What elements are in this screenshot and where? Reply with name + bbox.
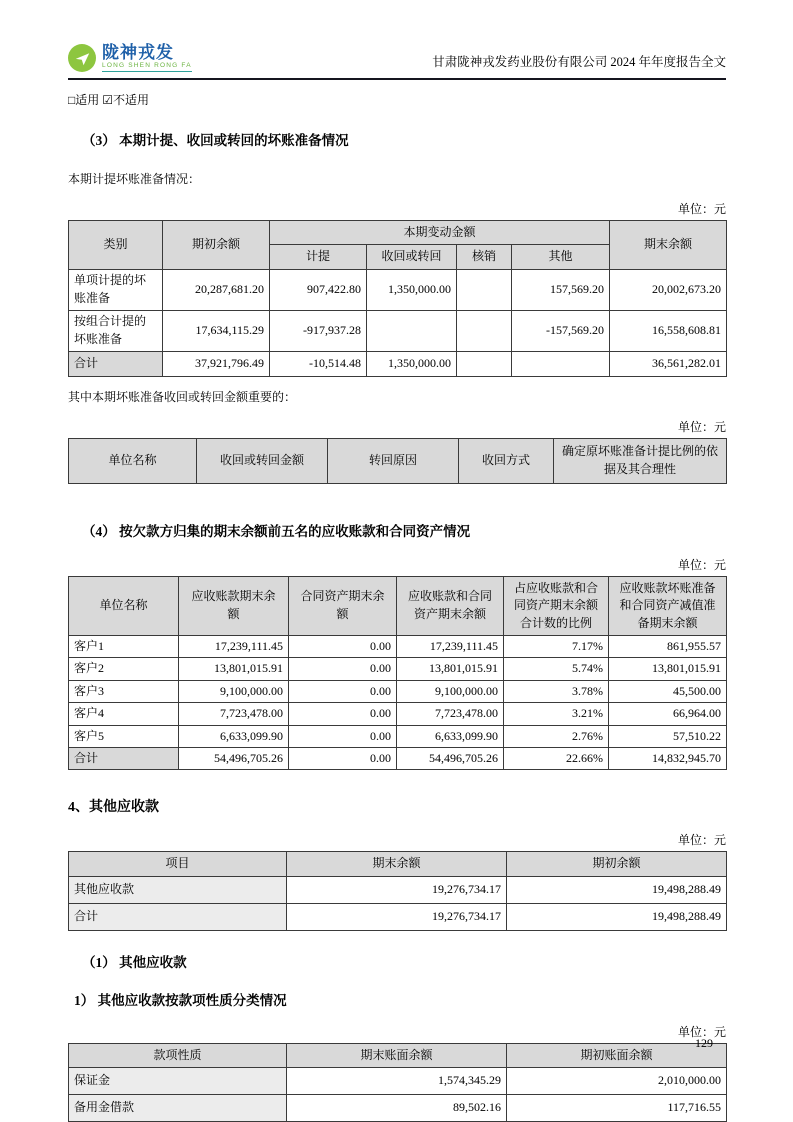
applicability-line <box>68 91 726 108</box>
cell: 17,239,111.45 <box>179 635 289 657</box>
cell: 0.00 <box>289 725 397 747</box>
cell: 7,723,478.00 <box>179 703 289 725</box>
col-header-accrual: 计提 <box>270 245 367 269</box>
table-row <box>69 876 727 903</box>
col-header-other: 其他 <box>512 245 610 269</box>
bad-debt-provision-table <box>68 220 727 377</box>
cell: 0.00 <box>289 658 397 680</box>
brand-text <box>102 44 192 72</box>
col-header-method: 收回方式 <box>459 438 554 483</box>
col-header: 期末余额 <box>287 852 507 876</box>
cell-writeoff <box>457 351 512 376</box>
cell: 3.78% <box>504 680 609 702</box>
col-header: 应收账款期末余额 <box>179 576 289 635</box>
row-label: 备用金借款 <box>69 1095 287 1122</box>
cell: 19,276,734.17 <box>287 876 507 903</box>
cell: 13,801,015.91 <box>397 658 504 680</box>
cell: 117,716.55 <box>507 1095 727 1122</box>
section-3-heading: （3） 本期计提、收回或转回的坏账准备情况 <box>82 133 349 148</box>
cell-writeoff <box>457 269 512 310</box>
row-label-total: 合计 <box>69 351 163 376</box>
cell: 19,498,288.49 <box>507 903 727 930</box>
other-receivables-summary-table <box>68 851 727 930</box>
cell: 66,964.00 <box>609 703 727 725</box>
cell: 5.74% <box>504 658 609 680</box>
cell-opening: 37,921,796.49 <box>163 351 270 376</box>
page-number: 129 <box>695 1036 713 1050</box>
row-label: 保证金 <box>69 1068 287 1095</box>
cell-accrual: -10,514.48 <box>270 351 367 376</box>
table-total-row <box>69 903 727 930</box>
cell-accrual: 907,422.80 <box>270 269 367 310</box>
unit-label: 单位：元 <box>677 833 726 848</box>
document-title: 甘肃陇神戎发药业股份有限公司 2024 年年度报告全文 <box>432 55 726 69</box>
unit-label: 单位：元 <box>677 419 726 434</box>
unit-label: 单位：元 <box>677 557 726 572</box>
cell: 13,801,015.91 <box>609 658 727 680</box>
cell-opening: 17,634,115.29 <box>163 310 270 351</box>
table-row <box>69 269 727 310</box>
col-header-reason: 转回原因 <box>328 438 459 483</box>
table-total-row <box>69 747 727 769</box>
table-row <box>69 635 727 657</box>
table-row <box>69 680 727 702</box>
table-row <box>69 1095 727 1122</box>
company-logo <box>68 44 192 72</box>
col-header: 期初账面余额 <box>507 1043 727 1067</box>
col-header-change-group: 本期变动金额 <box>270 221 610 245</box>
other-receivables-heading: 4、其他应收款 <box>68 800 159 816</box>
cell-closing: 16,558,608.81 <box>610 310 727 351</box>
cell-other: -157,569.20 <box>512 310 610 351</box>
col-header: 期末账面余额 <box>287 1043 507 1067</box>
table-total-row <box>69 351 727 376</box>
unit-label: 单位：元 <box>677 202 726 216</box>
col-header: 单位名称 <box>69 576 179 635</box>
recovery-note: 其中本期坏账准备收回或转回金额重要的： <box>68 389 297 404</box>
cell: 14,832,945.70 <box>609 747 727 769</box>
cell: 861,955.57 <box>609 635 727 657</box>
cell: 54,496,705.26 <box>397 747 504 769</box>
recovery-detail-table <box>68 438 727 484</box>
col-header: 期初余额 <box>507 852 727 876</box>
section-4-heading: （4） 按欠款方归集的期末余额前五名的应收账款和合同资产情况 <box>82 523 471 539</box>
row-label: 客户2 <box>69 658 179 680</box>
cell: 0.00 <box>289 635 397 657</box>
cell: 7,723,478.00 <box>397 703 504 725</box>
col-header-recover: 收回或转回 <box>367 245 457 269</box>
cell: 19,498,288.49 <box>507 876 727 903</box>
brand-name-en: LONG SHEN RONG FA <box>102 63 192 72</box>
cell: 7.17% <box>504 635 609 657</box>
cell-other <box>512 351 610 376</box>
brand-name-cn: 陇神戎发 <box>102 43 174 63</box>
col-header-closing: 期末余额 <box>610 221 727 270</box>
row-label: 其他应收款 <box>69 876 287 903</box>
row-label: 客户5 <box>69 725 179 747</box>
other-receivables-nature-table <box>68 1043 727 1122</box>
cell-closing: 36,561,282.01 <box>610 351 727 376</box>
other-receivables-sub-heading: （1） 其他应收款 <box>82 954 187 970</box>
row-label: 客户1 <box>69 635 179 657</box>
cell-accrual: -917,937.28 <box>270 310 367 351</box>
table-row <box>69 703 727 725</box>
cell: 9,100,000.00 <box>397 680 504 702</box>
col-header-opening: 期初余额 <box>163 221 270 270</box>
unit-label: 单位：元 <box>677 1024 726 1039</box>
cell-other: 157,569.20 <box>512 269 610 310</box>
cell: 19,276,734.17 <box>287 903 507 930</box>
col-header-unit-name: 单位名称 <box>69 438 197 483</box>
cell: 2.76% <box>504 725 609 747</box>
cell-recover <box>367 310 457 351</box>
paper-plane-icon <box>68 44 96 72</box>
table-row <box>69 1068 727 1095</box>
cell: 17,239,111.45 <box>397 635 504 657</box>
cell: 3.21% <box>504 703 609 725</box>
cell: 9,100,000.00 <box>179 680 289 702</box>
applicable-checkbox-option: □适用 <box>68 93 100 107</box>
col-header-recover-amount: 收回或转回金额 <box>197 438 328 483</box>
cell: 2,010,000.00 <box>507 1068 727 1095</box>
cell: 0.00 <box>289 747 397 769</box>
page-header <box>68 44 726 72</box>
cell: 13,801,015.91 <box>179 658 289 680</box>
cell: 54,496,705.26 <box>179 747 289 769</box>
table-row <box>69 658 727 680</box>
cell-opening: 20,287,681.20 <box>163 269 270 310</box>
col-header: 应收账款坏账准备和合同资产减值准备期末余额 <box>609 576 727 635</box>
table-row <box>69 310 727 351</box>
top5-receivables-table <box>68 576 727 771</box>
col-header-writeoff: 核销 <box>457 245 512 269</box>
row-label-total: 合计 <box>69 747 179 769</box>
cell: 57,510.22 <box>609 725 727 747</box>
cell: 6,633,099.90 <box>179 725 289 747</box>
row-label: 按组合计提的坏账准备 <box>69 310 163 351</box>
cell: 89,502.16 <box>287 1095 507 1122</box>
not-applicable-checkbox-option: ☑不适用 <box>102 93 150 107</box>
col-header: 合同资产期末余额 <box>289 576 397 635</box>
section-3-intro: 本期计提坏账准备情况： <box>68 172 201 186</box>
cell-closing: 20,002,673.20 <box>610 269 727 310</box>
cell-recover: 1,350,000.00 <box>367 269 457 310</box>
col-header: 款项性质 <box>69 1043 287 1067</box>
header-divider <box>68 78 726 80</box>
cell: 6,633,099.90 <box>397 725 504 747</box>
cell: 0.00 <box>289 680 397 702</box>
col-header: 应收账款和合同资产期末余额 <box>397 576 504 635</box>
cell: 1,574,345.29 <box>287 1068 507 1095</box>
row-label: 单项计提的坏账准备 <box>69 269 163 310</box>
cell: 22.66% <box>504 747 609 769</box>
row-label-total: 合计 <box>69 903 287 930</box>
col-header: 占应收账款和合同资产期末余额合计数的比例 <box>504 576 609 635</box>
col-header: 项目 <box>69 852 287 876</box>
cell: 0.00 <box>289 703 397 725</box>
table-row <box>69 725 727 747</box>
other-receivables-nature-heading: 1） 其他应收款按款项性质分类情况 <box>74 992 287 1008</box>
row-label: 客户4 <box>69 703 179 725</box>
cell: 45,500.00 <box>609 680 727 702</box>
cell-writeoff <box>457 310 512 351</box>
cell-recover: 1,350,000.00 <box>367 351 457 376</box>
row-label: 客户3 <box>69 680 179 702</box>
col-header-basis: 确定原坏账准备计提比例的依据及其合理性 <box>554 438 727 483</box>
col-header-category: 类别 <box>69 221 163 270</box>
